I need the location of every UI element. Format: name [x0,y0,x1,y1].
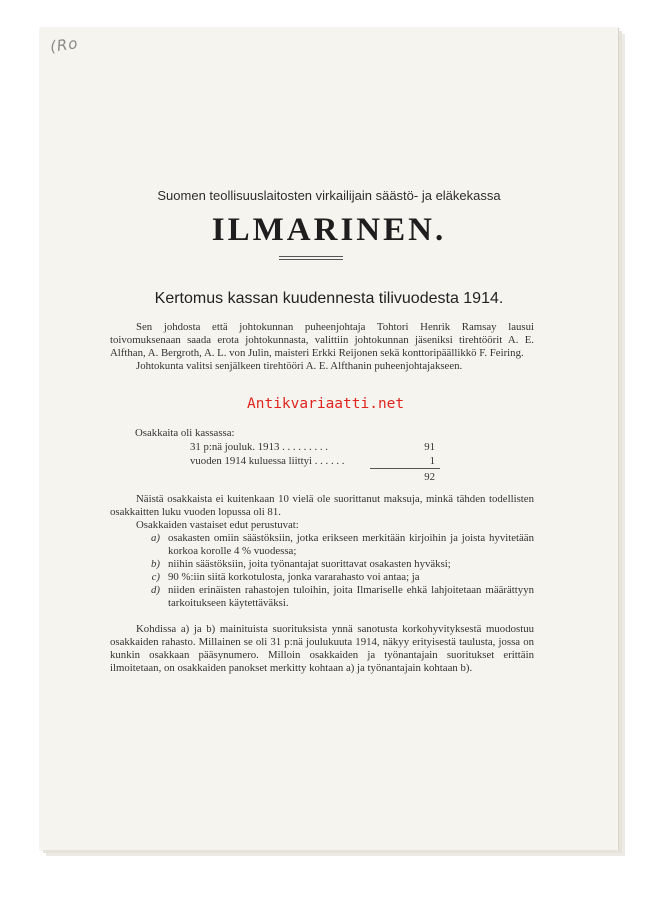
pencil-annotation: (Ro [48,34,80,56]
members-total: 92 [424,471,435,483]
document-title: ILMARINEN. [211,212,447,248]
members-intro: Osakkaita oli kassassa: [135,427,235,439]
paragraph-paid-members: Näistä osakkaista ei kuitenkaan 10 vielä ole suorittanut maksuja, minkä tähden todellisten osakkaitten luku vuoden lopussa oli 81. [110,493,534,518]
report-heading: Kertomus kassan kuudennesta tilivuodesta 1914. [154,290,504,307]
title-rule-lower [279,259,343,260]
body-section [110,493,534,675]
intro-section [110,321,534,373]
list-item: c) 90 %:iin siitä korkotulosta, jonka vararahasto voi antaa; ja [151,571,420,583]
document-subtitle: Suomen teollisuuslaitosten virkailijain säästö- ja eläkekassa [157,188,501,203]
members-row-value: 1 [429,455,435,467]
list-item: d) niiden erinäisten rahastojen tuloihin, joita Ilmariselle ehkä lahjoitetaan määrättyyn tarkoitukseen käytettäväksi. [151,584,534,609]
benefits-intro: Osakkaiden vastaiset edut perustuvat: [136,519,299,531]
title-rule-upper [279,256,343,257]
benefits-list [110,532,534,610]
members-row-value: 91 [424,441,435,453]
members-row-label: 31 p:nä jouluk. 1913 . . . . . . . . . [190,441,328,453]
paragraph-board: Sen johdosta että johtokunnan puheenjohtaja Tohtori Henrik Ramsay lausui toivomuksenaan saada erota johtokunnasta, valittiin johtokunnan jäseniksi tirehtöörit A. E. Alfthan, A. Bergroth, A. L. von Julin, maisteri Erkki Reijonen sekä konttoripäällikkö F. Feiring. [110,321,534,359]
list-item: a) osakasten omiin säästöksiin, jotka erikseen merkitään kirjoihin ja joista hyvitetään korkoa korolle 4 % vuodessa; [151,532,534,557]
paragraph-chairman: Johtokunta valitsi senjälkeen tirehtööri A. E. Alfthanin puheenjohtajakseen. [136,360,463,372]
members-row-label: vuoden 1914 kuluessa liittyi . . . . . . [190,455,345,467]
watermark: Antikvariaatti.net [247,396,405,412]
sum-line [370,468,440,469]
document-page [40,28,619,850]
list-item: b) niihin säästöksiin, joita työnantajat suorittavat osakasten hyväksi; [151,558,451,570]
paragraph-fund: Kohdissa a) ja b) mainituista suorituksista ynnä sanotusta korkohyvityksestä muodostuu osakkaiden rahasto. Millainen se oli 31 p:nä joulukuuta 1914, näkyy erityisestä taulusta, jossa on kunkin osakkaan pääsynumero. Milloin osakkaiden ja työnantajain suoritukset erittäin ilmoitetaan, on osakkaiden panokset merkitty kohtaan a) ja työnantajain kohtaan b). [110,623,534,674]
